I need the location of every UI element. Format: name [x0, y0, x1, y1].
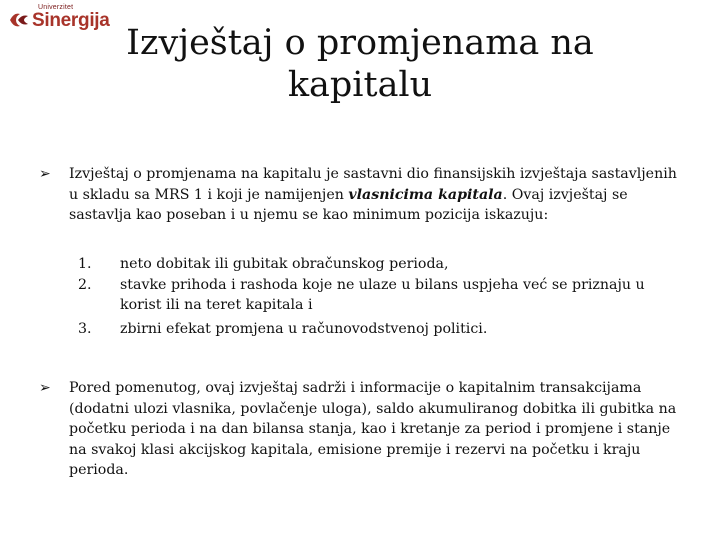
list-item-text: neto dobitak ili gubitak obračunskog perioda,: [120, 256, 449, 272]
list-item: [78, 319, 688, 340]
bullet1-emphasis: vlasnicima kapitala: [348, 186, 503, 203]
arrow-bullet-icon: ➢: [39, 166, 51, 182]
list-item-text: stavke prihoda i rashoda koje ne ulaze u bilans uspjeha već se priznaju u korist ili na teret kapitala i: [120, 276, 645, 313]
bullet1-text-before: Izvještaj o promjenama na kapitalu je sastavni dio finansijskih izvještaja sastavljenih u skladu sa MRS 1 i koji je namijenjen: [69, 166, 677, 203]
logo-small-text: Univerzitet: [38, 4, 74, 11]
slide-title: Izvještaj o promjenama na kapitalu: [126, 23, 594, 105]
logo-main-text: Sinergija: [32, 10, 110, 31]
list-item-number: 1.: [78, 256, 92, 272]
bullet-paragraph-2: [39, 378, 681, 481]
numbered-list: [78, 254, 688, 339]
list-item-number: 3.: [78, 320, 92, 337]
arrow-bullet-icon: ➢: [39, 380, 51, 396]
list-item-text: zbirni efekat promjena u računovodstvenoj politici.: [120, 320, 488, 337]
list-item-number: 2.: [78, 276, 92, 293]
bullet1-text-after: . Ovaj izvještaj se sastavlja kao poseban i u njemu se kao minimum pozicija iskazuju:: [69, 186, 628, 223]
bullet2-text: Pored pomenutog, ovaj izvještaj sadrži i informacije o kapitalnim transakcijama (dodatni ulozi vlasnika, povlačenje uloga), saldo akumuliranog dobitka ili gubitka na početku perioda i na dan bilansa stanja, kao i kretanje za period i promjene i stanje na svakoj klasi akcijskog kapitala, emisione premije i rezervi na početku i kraju perioda.: [69, 380, 677, 478]
list-item: [78, 254, 688, 275]
list-item: [78, 275, 688, 316]
bullet-paragraph-1: [39, 164, 681, 226]
